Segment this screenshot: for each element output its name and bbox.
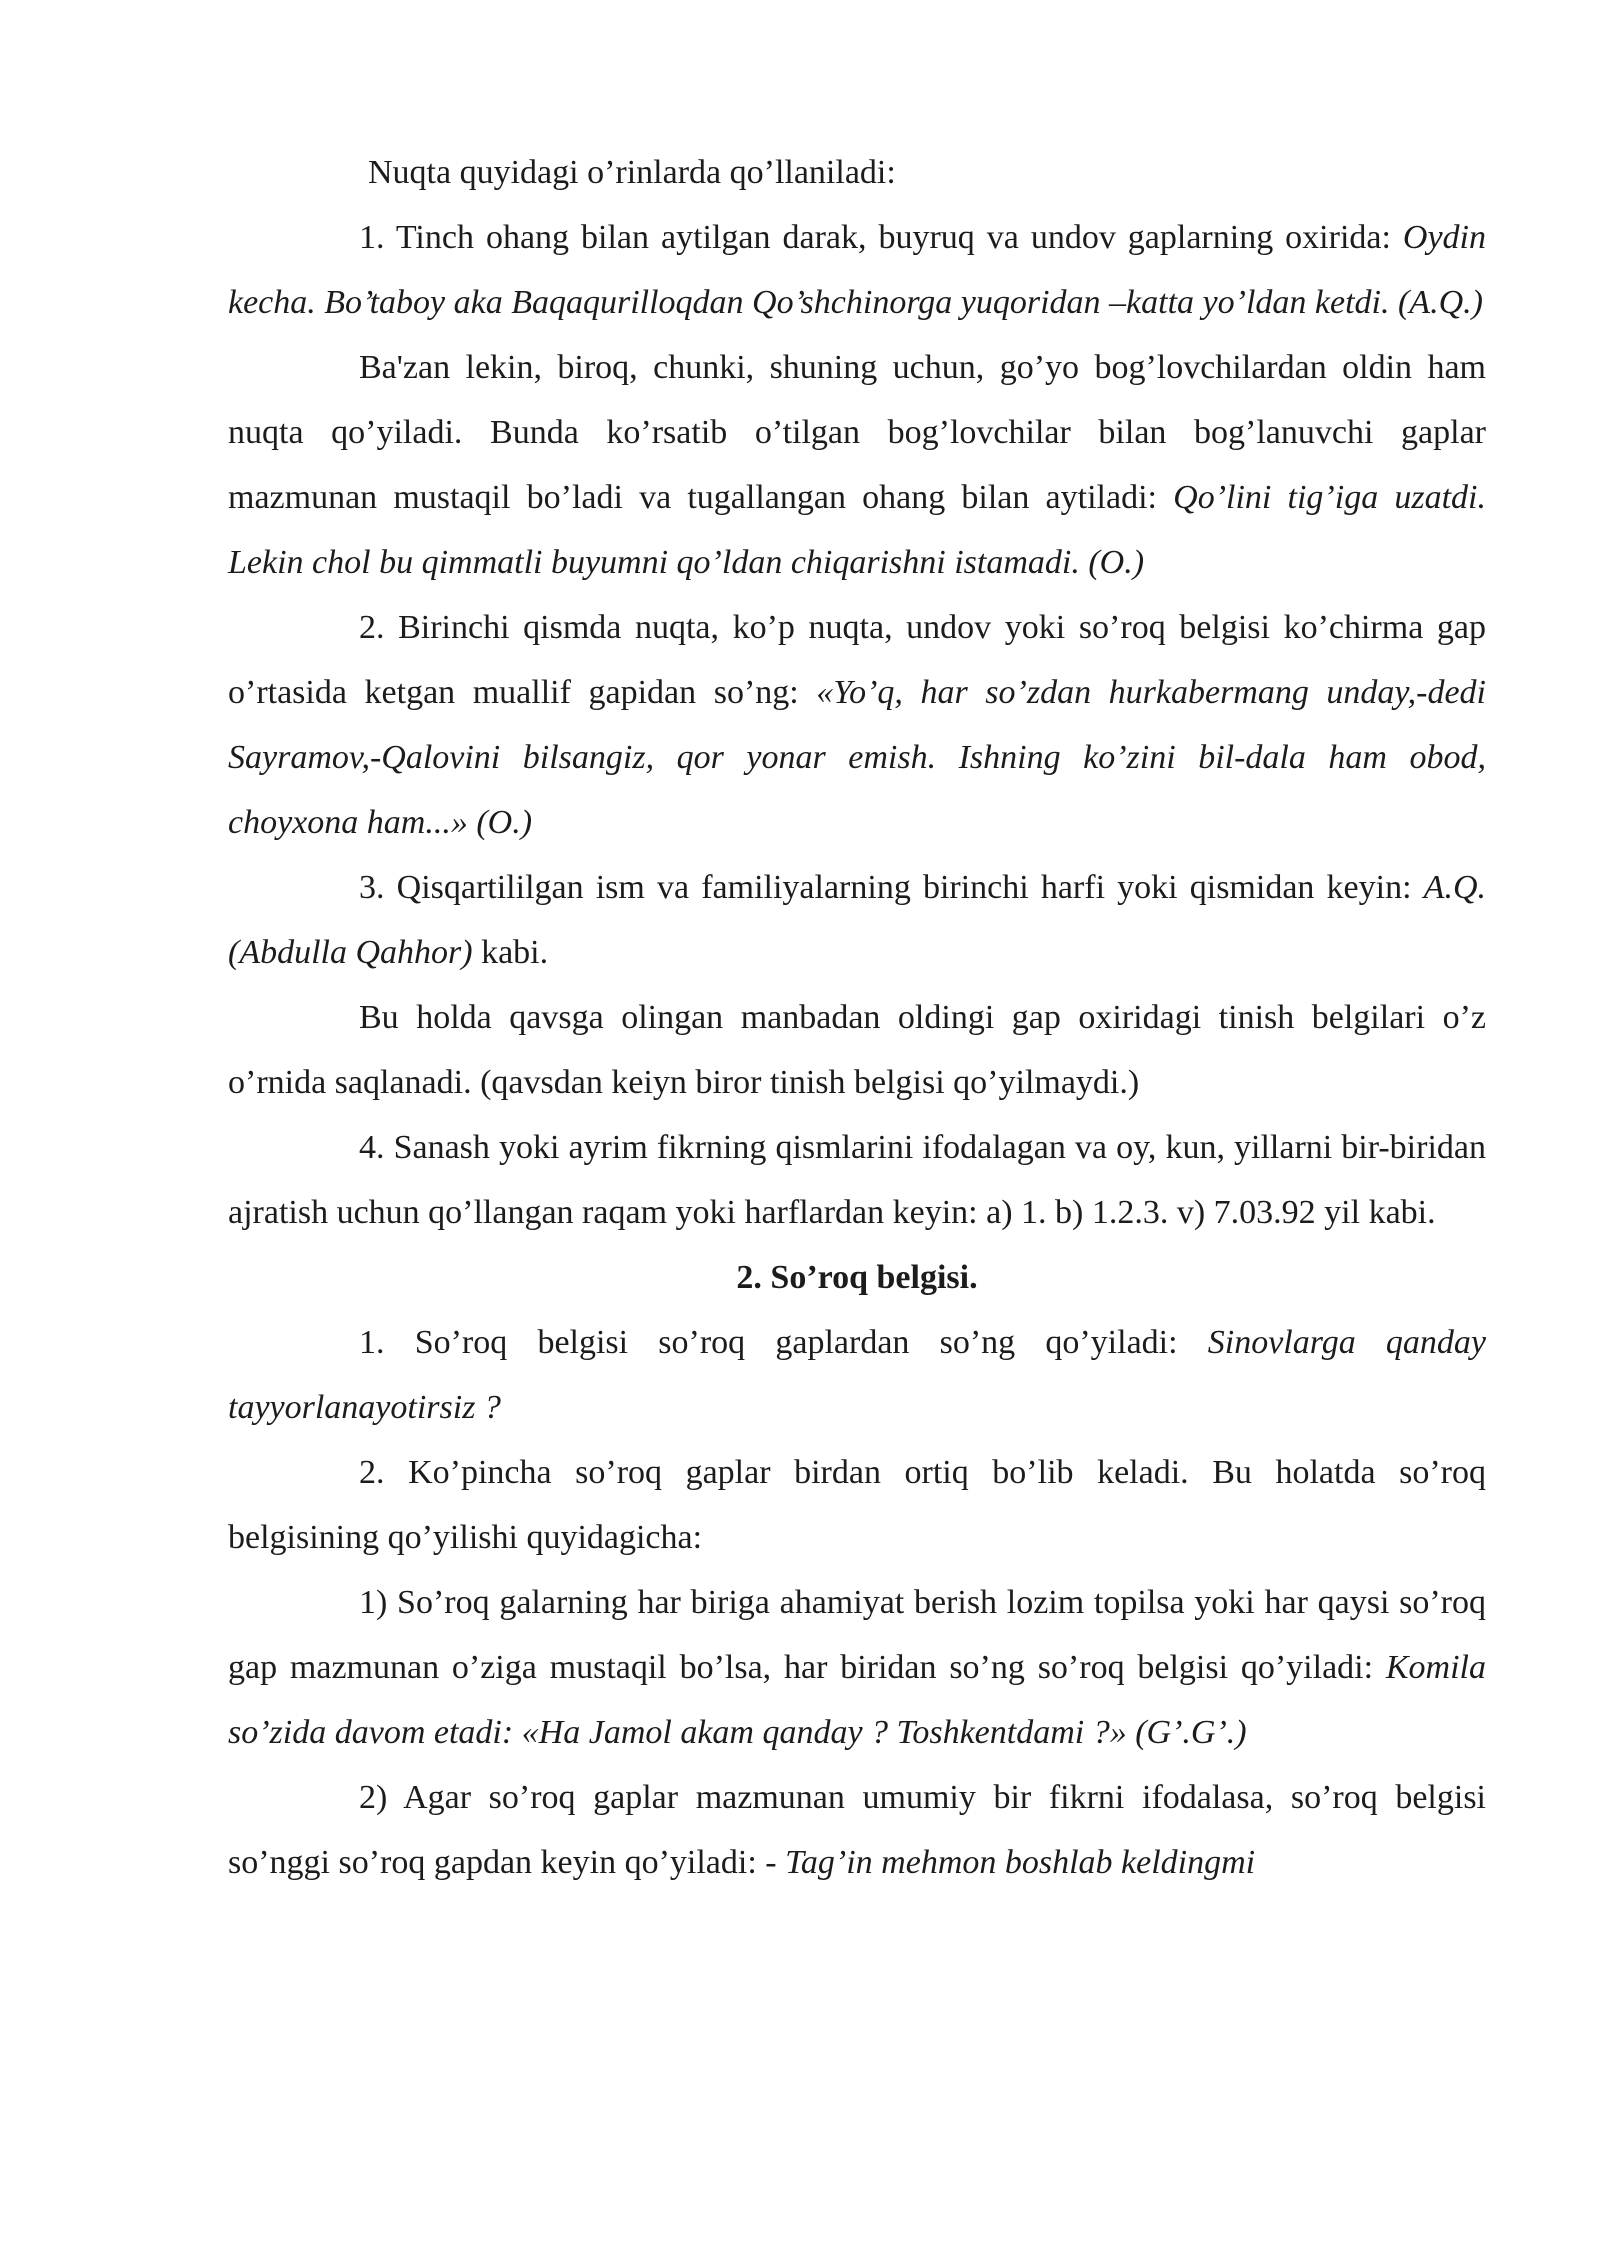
- intro-paragraph: Nuqta quyidagi o’rinlarda qo’llaniladi:: [368, 154, 896, 191]
- paragraph-10-text: 2) Agar so’roq gaplar mazmunan umumiy bir fikrni ifodalasa, so’roq belgisi so’nggi so’roq gapdan keyin qo’yiladi: -: [228, 1779, 1486, 1881]
- section-heading: 2. So’roq belgisi.: [736, 1259, 978, 1296]
- paragraph-2-text: Ba'zan lekin, biroq, chunki, shuning uchun, go’yo bog’lovchilardan oldin ham nuqta qo’yiladi. Bunda ko’rsatib o’tilgan bog’lovchilar bilan bog’lanuvchi gaplar mazmunan mustaqil bo’ladi va tugallangan ohang bilan aytiladi:: [228, 349, 1486, 516]
- paragraph-2-example: Qo’lini tig’iga uzatdi. Lekin chol bu qimmatli buyumni qo’ldan chiqarishni istamadi. (O.): [228, 479, 1486, 581]
- paragraph-7: [228, 1310, 1486, 1440]
- paragraph-9-text: 1) So’roq galarning har biriga ahamiyat berish lozim topilsa yoki har qaysi so’roq gap mazmunan o’ziga mustaqil bo’lsa, har biridan so’ng so’roq belgisi qo’yiladi:: [228, 1584, 1486, 1686]
- paragraph-1-example: Oydin kecha. Bo’taboy aka Baqaqurilloqdan Qo’shchinorga yuqoridan –katta yo’ldan ketdi. (A.Q.): [228, 219, 1486, 321]
- paragraph-6: 4. Sanash yoki ayrim fikrning qismlarini ifodalagan va oy, kun, yillarni bir-biridan ajratish uchun qo’llangan raqam yoki harflardan keyin: a) 1. b) 1.2.3. v) 7.03.92 yil kabi.: [228, 1129, 1486, 1231]
- paragraph-1: [228, 205, 1486, 335]
- paragraph-3-example: «Yo’q, har so’zdan hurkabermang unday,-dedi Sayramov,-Qalovini bilsangiz, qor yonar emish. Ishning ko’zini bil-dala ham obod, choyxona ham...» (O.): [228, 674, 1487, 841]
- paragraph-3: [228, 595, 1486, 855]
- paragraph-10-example: Tag’in mehmon boshlab keldingmi: [785, 1844, 1256, 1881]
- paragraph-4-tail: kabi.: [472, 934, 549, 971]
- paragraph-8: 2. Ko’pincha so’roq gaplar birdan ortiq bo’lib keladi. Bu holatda so’roq belgisining qo’yilishi quyidagicha:: [228, 1454, 1486, 1556]
- paragraph-7-text: 1. So’roq belgisi so’roq gaplardan so’ng qo’yiladi:: [359, 1324, 1208, 1361]
- paragraph-9-example: Komila so’zida davom etadi: «Ha Jamol akam qanday ? Toshkentdami ?» (G’.G’.): [228, 1649, 1486, 1751]
- paragraph-10: [228, 1765, 1486, 1895]
- paragraph-4-example: A.Q. (Abdulla Qahhor): [228, 869, 1486, 971]
- paragraph-4-text: 3. Qisqartililgan ism va familiyalarning birinchi harfi yoki qismidan keyin:: [359, 869, 1424, 906]
- paragraph-9: [228, 1570, 1486, 1765]
- paragraph-1-text: 1. Tinch ohang bilan aytilgan darak, buyruq va undov gaplarning oxirida:: [359, 219, 1403, 256]
- paragraph-4: [228, 855, 1486, 985]
- paragraph-3-text: 2. Birinchi qismda nuqta, ko’p nuqta, undov yoki so’roq belgisi ko’chirma gap o’rtasida ketgan muallif gapidan so’ng:: [228, 609, 1486, 711]
- paragraph-5: Bu holda qavsga olingan manbadan oldingi gap oxiridagi tinish belgilari o’z o’rnida saqlanadi. (qavsdan keiyn biror tinish belgisi qo’yilmaydi.): [228, 999, 1486, 1101]
- paragraph-2: [228, 335, 1486, 595]
- paragraph-7-example: Sinovlarga qanday tayyorlanayotirsiz ?: [228, 1324, 1487, 1426]
- document-page: [228, 140, 1486, 1895]
